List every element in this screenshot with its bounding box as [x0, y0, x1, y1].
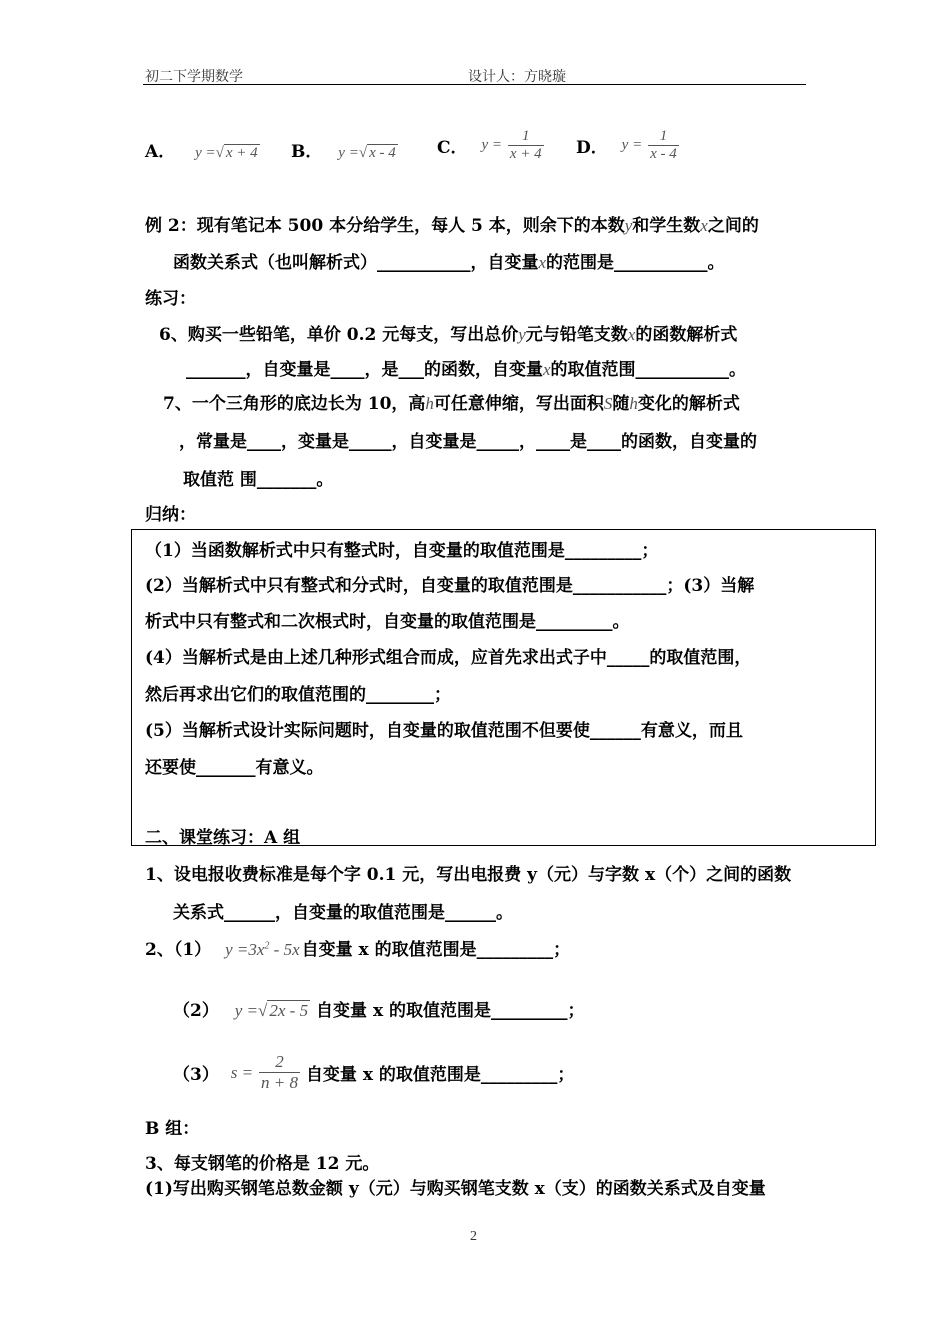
header-rule: [143, 84, 806, 85]
summary-line-1: （1）当函数解析式中只有整式时，自变量的取值范围是_________；: [145, 541, 659, 561]
practice-title: 练习：: [145, 289, 196, 309]
q6-line2: _______，自变量是____，是___的函数，自变量x的取值范围___________。: [186, 360, 747, 380]
summary-line-4: (4）当解析式是由上述几种形式组合而成，应首先求出式子中_____的取值范围，: [145, 648, 752, 668]
example2-line1: 例 2：现有笔记本 500 本分给学生，每人 5 本，则余下的本数y和学生数x之间的: [145, 216, 759, 236]
q7-line2: ，常量是____，变量是_____，自变量是_____，____是____的函数，自变量的: [179, 432, 757, 452]
header-center: 设计人：方晓璇: [468, 70, 566, 85]
q7-line3: 取值范 围_______。: [183, 470, 334, 490]
page-number: 2: [470, 1229, 477, 1244]
summary-line-6: (5）当解析式设计实际问题时，自变量的取值范围不但要使______有意义，而且: [145, 721, 743, 741]
section-heading-group-a: 二、课堂练习：A 组: [145, 828, 301, 848]
group-b-title: B 组：: [145, 1119, 200, 1139]
summary-line-2: (2）当解析式中只有整式和分式时，自变量的取值范围是___________；(3）当解: [145, 576, 755, 596]
header-left: 初二下学期数学: [145, 70, 243, 85]
q7-line1: 7、一个三角形的底边长为 10，高h可任意伸缩，写出面积S随h变化的解析式: [163, 394, 740, 414]
option-b: B． y =√ x - 4: [291, 142, 396, 162]
q6-line1: 6、购买一些铅笔，单价 0.2 元每支，写出总价y元与铅笔支数x的函数解析式: [159, 325, 738, 345]
exercise3-line1: 3、每支钢笔的价格是 12 元。: [145, 1154, 380, 1174]
example2-line2: 函数关系式（也叫解析式）___________，自变量x的范围是___________。: [173, 253, 725, 273]
option-c: C． y = $\frac{1}{x + 4}$: [437, 128, 542, 162]
exercise3-line2: (1)写出购买钢笔总数金额 y（元）与购买钢笔支数 x（支）的函数关系式及自变量: [145, 1179, 766, 1199]
exercise2-part1: 2、（1） $y =3x^2 - 5x$ 自变量 x 的取值范围是_________；: [145, 940, 571, 960]
option-a: A． y =√ x + 4: [145, 142, 258, 162]
exercise1-line1: 1、设电报收费标准是每个字 0.1 元，写出电报费 y（元）与字数 x（个）之间的函数: [145, 865, 792, 885]
exercise2-part2-text: 自变量 x 的取值范围是_________；: [316, 1001, 585, 1021]
summary-line-3: 析式中只有整式和二次根式时，自变量的取值范围是_________。: [145, 612, 630, 632]
exercise2-part3: （3） s = $\frac{2}{n + 8}$ 自变量 x 的取值范围是_________；: [173, 1052, 575, 1092]
summary-title: 归纳：: [145, 505, 196, 525]
exercise2-part2: （2） y =√ 2x - 5 自变量 x 的取值范围是_________；: [173, 1001, 585, 1021]
summary-line-7: 还要使_______有意义。: [145, 758, 324, 778]
summary-line-5: 然后再求出它们的取值范围的________；: [145, 685, 451, 705]
exercise1-line2: 关系式______，自变量的取值范围是______。: [173, 903, 513, 923]
option-d: D． y = $\frac{1}{x - 4}$: [576, 128, 677, 162]
